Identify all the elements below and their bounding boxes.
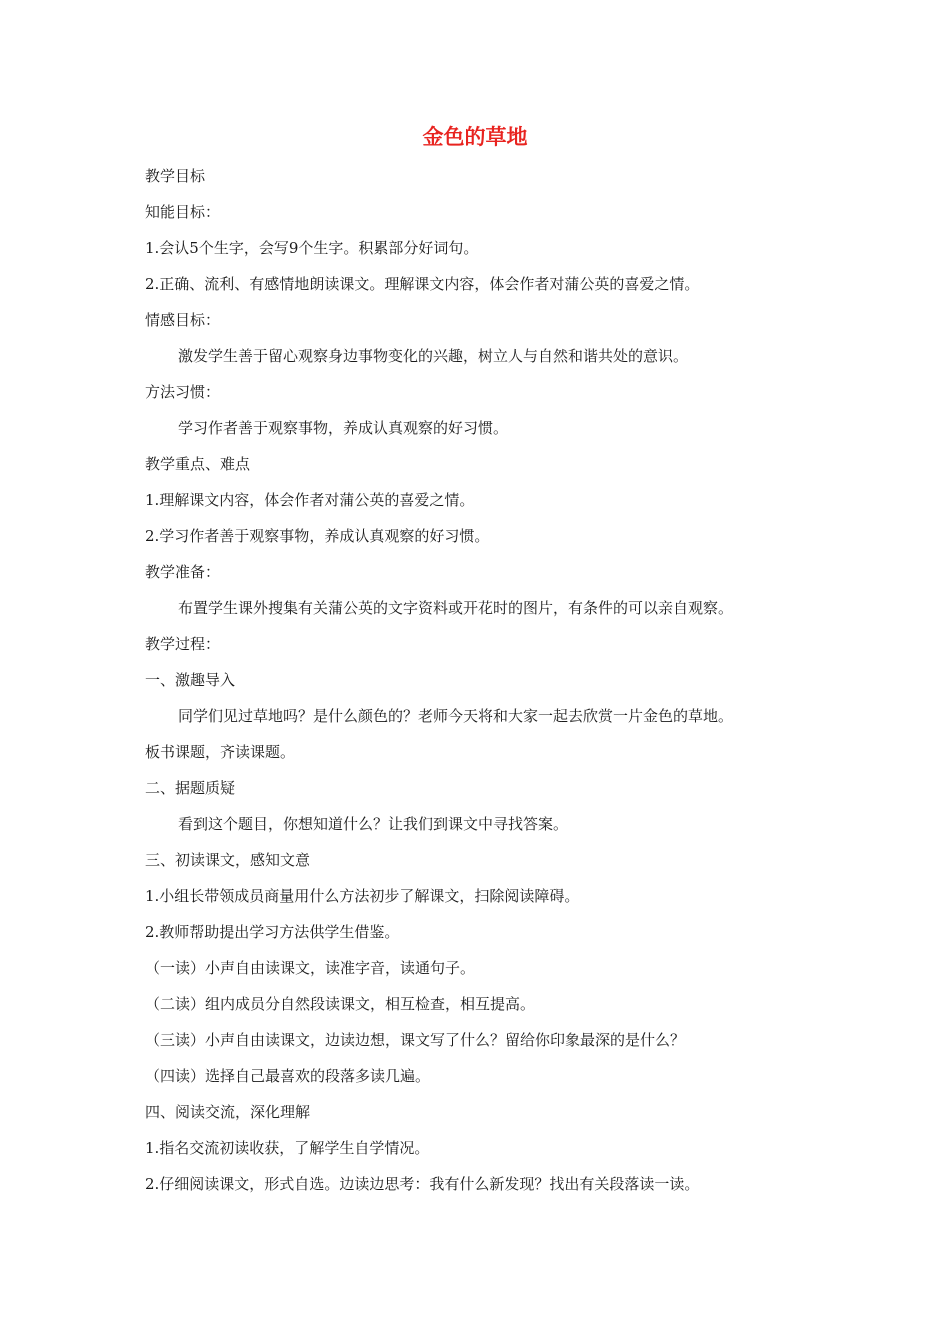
list-item: 1.理解课文内容，体会作者对蒲公英的喜爱之情。 bbox=[145, 491, 475, 509]
paragraph: 布置学生课外搜集有关蒲公英的文字资料或开花时的图片，有条件的可以亲自观察。 bbox=[178, 599, 734, 617]
section-heading: 教学过程： bbox=[145, 635, 221, 653]
list-item: 1.指名交流初读收获，了解学生自学情况。 bbox=[145, 1139, 430, 1157]
list-item: 2.学习作者善于观察事物，养成认真观察的好习惯。 bbox=[145, 527, 490, 545]
step-heading: 三、初读课文，感知文意 bbox=[145, 851, 311, 869]
paragraph: 板书课题，齐读课题。 bbox=[145, 743, 296, 761]
paragraph: 学习作者善于观察事物，养成认真观察的好习惯。 bbox=[178, 419, 509, 437]
paragraph: 同学们见过草地吗？是什么颜色的？老师今天将和大家一起去欣赏一片金色的草地。 bbox=[178, 707, 734, 725]
list-item: 1.会认5个生字，会写9个生字。积累部分好词句。 bbox=[145, 239, 479, 257]
section-heading: 教学重点、难点 bbox=[145, 455, 251, 473]
list-item: 2.仔细阅读课文，形式自选。边读边思考：我有什么新发现？找出有关段落读一读。 bbox=[145, 1175, 700, 1193]
list-item: （四读）选择自己最喜欢的段落多读几遍。 bbox=[145, 1067, 431, 1085]
document-body bbox=[145, 158, 825, 1202]
subsection-heading: 方法习惯： bbox=[145, 383, 221, 401]
step-heading: 四、阅读交流，深化理解 bbox=[145, 1103, 311, 1121]
subsection-heading: 情感目标： bbox=[145, 311, 221, 329]
document-title: 金色的草地 bbox=[422, 125, 528, 149]
list-item: 2.正确、流利、有感情地朗读课文。理解课文内容，体会作者对蒲公英的喜爱之情。 bbox=[145, 275, 700, 293]
list-item: 2.教师帮助提出学习方法供学生借鉴。 bbox=[145, 923, 400, 941]
step-heading: 一、激趣导入 bbox=[145, 671, 236, 689]
section-heading: 教学准备： bbox=[145, 563, 221, 581]
list-item: （三读）小声自由读课文，边读边想，课文写了什么？留给你印象最深的是什么？ bbox=[145, 1031, 686, 1049]
list-item: （二读）组内成员分自然段读课文，相互检查，相互提高。 bbox=[145, 995, 536, 1013]
paragraph: 激发学生善于留心观察身边事物变化的兴趣，树立人与自然和谐共处的意识。 bbox=[178, 347, 689, 365]
list-item: （一读）小声自由读课文，读准字音，读通句子。 bbox=[145, 959, 476, 977]
subsection-heading: 知能目标： bbox=[145, 203, 221, 221]
list-item: 1.小组长带领成员商量用什么方法初步了解课文，扫除阅读障碍。 bbox=[145, 887, 580, 905]
section-heading: 教学目标 bbox=[145, 167, 206, 185]
paragraph: 看到这个题目，你想知道什么？让我们到课文中寻找答案。 bbox=[178, 815, 569, 833]
step-heading: 二、据题质疑 bbox=[145, 779, 236, 797]
